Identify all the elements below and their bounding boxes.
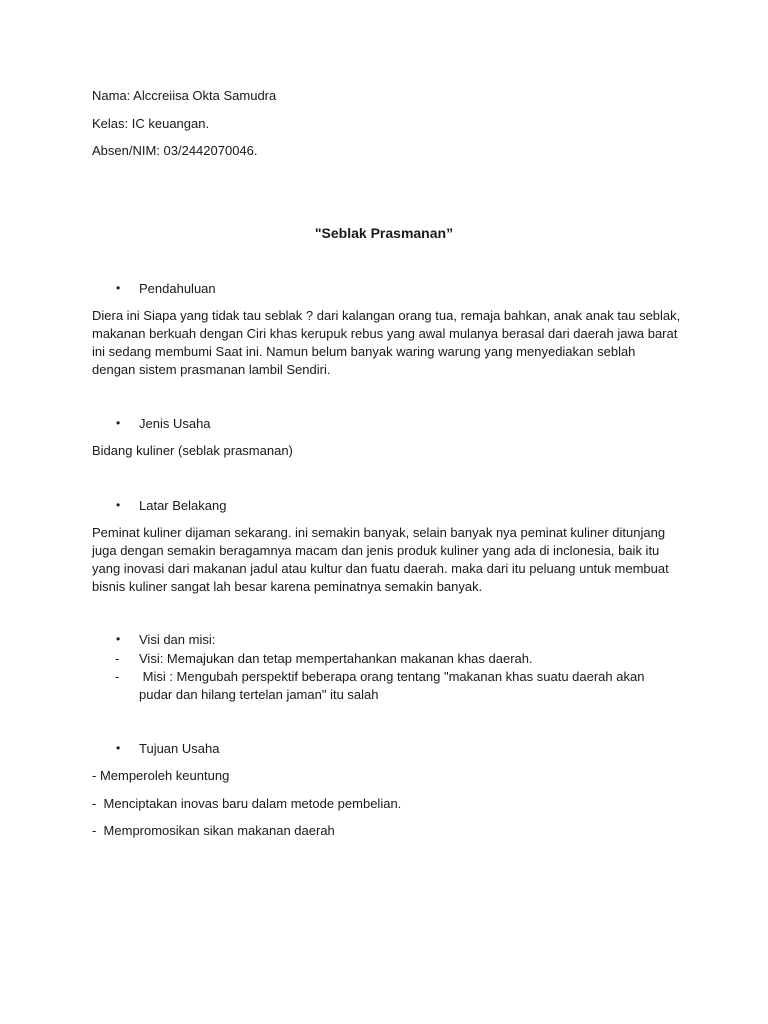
misi-text-line2: pudar dan hilang tertelan jaman" itu salah (139, 687, 379, 702)
bullet-icon: • (116, 498, 121, 512)
heading-tujuan-usaha: Tujuan Usaha (139, 741, 220, 756)
dash-icon: - (115, 651, 120, 666)
bullet-icon: • (116, 741, 121, 755)
paragraph-line: bisnis kuliner sangat lah besar karena peminatnya semakin banyak. (92, 579, 483, 594)
heading-pendahuluan: Pendahuluan (139, 281, 216, 296)
paragraph-line: Diera ini Siapa yang tidak tau seblak ? dari kalangan orang tua, remaja bahkan, anak anak tau seblak, (92, 308, 681, 323)
dash-icon: - (115, 669, 120, 684)
paragraph-line: makanan berkuah dengan Ciri khas kerupuk rebus yang awal mulanya berasal dari daerah jawa barat (92, 326, 678, 341)
bullet-icon: • (116, 281, 121, 295)
misi-text-line1: Misi : Mengubah perspektif beberapa orang tentang "makanan khas suatu daerah akan (139, 669, 645, 684)
tujuan-item: - Menciptakan inovas baru dalam metode pembelian. (92, 796, 402, 811)
student-name: Nama: Alccreiisa Okta Samudra (92, 88, 277, 103)
jenis-usaha-text: Bidang kuliner (seblak prasmanan) (92, 443, 293, 458)
heading-visi-misi: Visi dan misi: (139, 632, 216, 647)
tujuan-item: - Mempromosikan sikan makanan daerah (92, 823, 335, 838)
paragraph-line: juga dengan semakin beragamnya macam dan jenis produk kuliner yang ada di inclonesia, baik itu (92, 543, 660, 558)
bullet-icon: • (116, 416, 121, 430)
heading-latar-belakang: Latar Belakang (139, 498, 227, 513)
paragraph-latar-belakang (92, 524, 692, 596)
document-title: "Seblak Prasmanan” (314, 225, 454, 241)
paragraph-pendahuluan (92, 307, 692, 379)
heading-jenis-usaha: Jenis Usaha (139, 416, 211, 431)
paragraph-line: ini sedang membumi Saat ini. Namun belum banyak waring warung yang menyediakan seblah (92, 344, 636, 359)
visi-text: Visi: Memajukan dan tetap mempertahankan makanan khas daerah. (139, 651, 533, 666)
tujuan-item: - Memperoleh keuntung (92, 768, 230, 783)
bullet-icon: • (116, 632, 121, 646)
paragraph-line: Peminat kuliner dijaman sekarang. ini semakin banyak, selain banyak nya peminat kuliner ditunjang (92, 525, 666, 540)
student-class: Kelas: IC keuangan. (92, 116, 210, 131)
paragraph-line: dengan sistem prasmanan lambil Sendiri. (92, 362, 331, 377)
paragraph-line: yang inovasi dari makanan jadul atau kultur dan fuatu daerah. maka dari itu peluang untuk membuat (92, 561, 669, 576)
student-id: Absen/NIM: 03/2442070046. (92, 143, 258, 158)
